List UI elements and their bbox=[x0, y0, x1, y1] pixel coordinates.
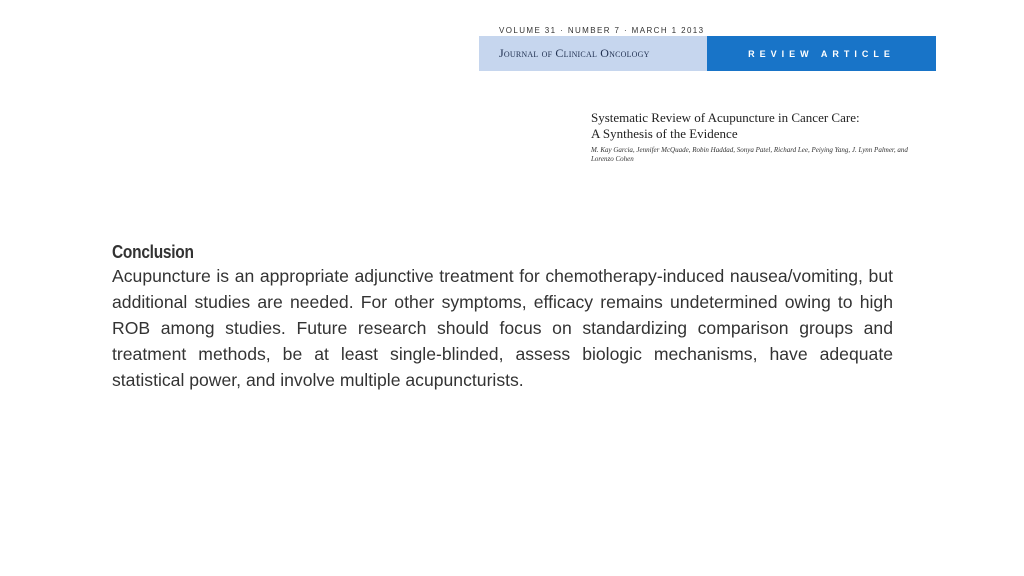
conclusion-text: Acupuncture is an appropriate adjunctive treatment for chemotherapy-induced nausea/vomiting, but additional studies are needed. For other symptoms, efficacy remains undetermined owing to high ROB among studies. Future research should focus on standardizing comparison groups and treatment methods, be at least single-blinded, assess biologic mechanisms, have adequate statistical power, and involve multiple acupuncturists. bbox=[112, 266, 893, 390]
author-list: M. Kay Garcia, Jennifer McQuade, Robin Haddad, Sonya Patel, Richard Lee, Peiying Yang, J. Lynn Palmer, and Lorenzo Cohen bbox=[591, 146, 908, 163]
journal-banner bbox=[479, 36, 936, 71]
paper-title-line2: A Synthesis of the Evidence bbox=[591, 126, 738, 141]
paper-title-line1: Systematic Review of Acupuncture in Cancer Care: bbox=[591, 110, 860, 125]
article-type: REVIEW ARTICLE bbox=[748, 48, 895, 59]
journal-name: Journal of Clinical Oncology bbox=[499, 46, 650, 60]
journal-band bbox=[479, 36, 707, 71]
issue-line: VOLUME 31 · NUMBER 7 · MARCH 1 2013 bbox=[499, 26, 705, 35]
paper-title bbox=[591, 110, 931, 142]
conclusion-heading: Conclusion bbox=[112, 242, 194, 262]
article-type-band bbox=[707, 36, 936, 71]
